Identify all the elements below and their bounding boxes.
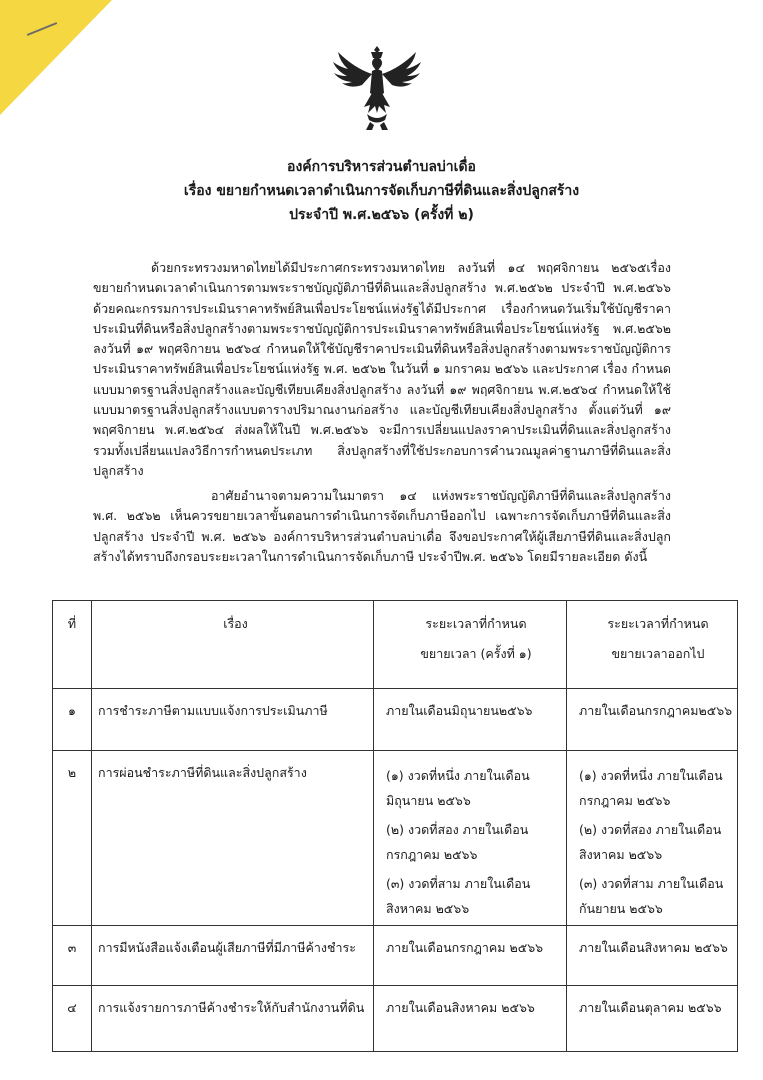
stage-1: (๑) งวดที่หนึ่ง ภายในเดือน มิถุนายน ๒๕๖๖ bbox=[386, 768, 530, 808]
header-no: ที่ bbox=[53, 601, 92, 689]
table-row bbox=[53, 689, 738, 751]
header-period-1: ระยะเวลาที่กำหนด ขยายเวลา (ครั้งที่ ๑) bbox=[374, 601, 567, 689]
stage-2: (๒) งวดที่สอง ภายในเดือน สิงหาคม ๒๕๖๖ bbox=[579, 822, 722, 862]
row-2-no: ๒ bbox=[53, 751, 92, 926]
paragraph-1-text: ด้วยกระทรวงมหาดไทยได้มีประกาศกระทรวงมหาดไทย ลงวันที่ ๑๔ พฤศจิกายน ๒๕๖๕เรื่อง ขยายกำหนดเวลาดำเนินการตามพระราชบัญญัติภาษีที่ดินและสิ่งปลูกสร้าง พ.ศ.๒๕๖๒ ประจำปี พ.ศ.๒๕๖๖ ด้วยคณะกรรมการประเมินราคาทรัพย์สินเพื่อประโยชน์แห่งรัฐได้มีประกาศ เรื่องกำหนดวันเริ่มใช้บัญชีราคาประเมินที่ดินหรือสิ่งปลูกสร้างตามพระราชบัญญัติการประเมินราคาทรัพย์สินเพื่อประโยชน์แห่งรัฐ พ.ศ.๒๕๖๒ ลงวันที่ ๑๙ พฤศจิกายน ๒๕๖๔ กำหนดให้ใช้บัญชีราคาประเมินที่ดินหรือสิ่งปลูกสร้างตามพระราชบัญญัติการประเมินราคาทรัพย์สินเพื่อประโยชน์แห่งรัฐ พ.ศ. ๒๕๖๒ ในวันที่ ๑ มกราคม ๒๕๖๖ และประกาศ เรื่อง กำหนดแบบมาตรฐานสิ่งปลูกสร้างและบัญชีเทียบเคียงสิ่งปลูกสร้าง ลงวันที่ ๑๙ พฤศจิกายน พ.ศ.๒๕๖๔ กำหนดให้ใช้แบบมาตรฐานสิ่งปลูกสร้างแบบตารางปริมาณงานก่อสร้าง และบัญชีเทียบเคียงสิ่งปลูกสร้าง ตั้งแต่วันที่ ๑๙ พฤศจิกายน พ.ศ.๒๕๖๔ ส่งผลให้ในปี พ.ศ.๒๕๖๖ จะมีการเปลี่ยนแปลงราคาประเมินที่ดินและสิ่งปลูกสร้าง รวมทั้งเปลี่ยนแปลงวิธีการกำหนดประเภท สิ่งปลูกสร้างที่ใช้ประกอบการคำนวณมูลค่าฐานภาษีที่ดินและสิ่งปลูกสร้าง bbox=[93, 260, 671, 478]
table-row bbox=[53, 926, 738, 986]
subject-title: เรื่อง ขยายกำหนดเวลาดำเนินการจัดเก็บภาษีที่ดินและสิ่งปลูกสร้าง bbox=[183, 183, 580, 199]
row-3-period-1: ภายในเดือนกรกฎาคม ๒๕๖๖ bbox=[374, 926, 567, 986]
row-1-topic: การชำระภาษีตามแบบแจ้งการประเมินภาษี bbox=[92, 689, 374, 751]
stage-1: (๑) งวดที่หนึ่ง ภายในเดือน กรกฎาคม ๒๕๖๖ bbox=[579, 768, 723, 808]
row-4-topic: การแจ้งรายการภาษีค้างชำระให้กับสำนักงานที่ดิน bbox=[92, 986, 374, 1052]
row-4-period-1: ภายในเดือนสิงหาคม ๒๕๖๖ bbox=[374, 986, 567, 1052]
paragraph-2-text: อาศัยอำนาจตามความในมาตรา ๑๔ แห่งพระราชบัญญัติภาษีที่ดินและสิ่งปลูกสร้าง พ.ศ. ๒๕๖๒ เห็นควรขยายเวลาขั้นตอนการดำเนินการจัดเก็บภาษีออกไป เฉพาะการจัดเก็บภาษีที่ดินและสิ่งปลูกสร้าง ประจำปี พ.ศ. ๒๕๖๖ องค์การบริหารส่วนตำบลบ่าเดื่อ จึงขอประกาศให้ผู้เสียภาษีที่ดินและสิ่งปลูกสร้างได้ทราบถึงกรอบระยะเวลาในการดำเนินการจัดเก็บภาษี ประจำปีพ.ศ. ๒๕๖๖ โดยมีรายละเอียด ดังนี้ bbox=[93, 488, 671, 564]
table-header-row bbox=[53, 601, 738, 689]
stage-3: (๓) งวดที่สาม ภายในเดือน สิงหาคม ๒๕๖๖ bbox=[386, 876, 531, 916]
corner-highlight bbox=[0, 0, 112, 115]
organization-title: องค์การบริหารส่วนตำบลบ่าเดื่อ bbox=[287, 159, 476, 175]
row-1-no: ๑ bbox=[53, 689, 92, 751]
schedule-table bbox=[52, 600, 738, 1052]
row-2-period-2 bbox=[567, 751, 738, 926]
garuda-emblem-icon bbox=[327, 38, 427, 138]
row-3-no: ๓ bbox=[53, 926, 92, 986]
stage-3: (๓) งวดที่สาม ภายในเดือน กันยายน ๒๕๖๖ bbox=[579, 876, 724, 916]
row-3-topic: การมีหนังสือแจ้งเตือนผู้เสียภาษีที่มีภาษีค้างชำระ bbox=[92, 926, 374, 986]
paragraph-1 bbox=[93, 258, 671, 481]
row-2-period-1 bbox=[374, 751, 567, 926]
row-4-period-2: ภายในเดือนตุลาคม ๒๕๖๖ bbox=[567, 986, 738, 1052]
year-title: ประจำปี พ.ศ.๒๕๖๖ (ครั้งที่ ๒) bbox=[289, 207, 474, 223]
header-period-2: ระยะเวลาที่กำหนด ขยายเวลาออกไป bbox=[567, 601, 738, 689]
row-3-period-2: ภายในเดือนสิงหาคม ๒๕๖๖ bbox=[567, 926, 738, 986]
header-topic: เรื่อง bbox=[92, 601, 374, 689]
row-4-no: ๔ bbox=[53, 986, 92, 1052]
row-1-period-1: ภายในเดือนมิถุนายน๒๕๖๖ bbox=[374, 689, 567, 751]
row-1-period-2: ภายในเดือนกรกฎาคม๒๕๖๖ bbox=[567, 689, 738, 751]
paragraph-2 bbox=[93, 486, 671, 567]
stage-2: (๒) งวดที่สอง ภายในเดือน กรกฎาคม ๒๕๖๖ bbox=[386, 822, 529, 862]
table-row bbox=[53, 751, 738, 926]
row-2-topic: การผ่อนชำระภาษีที่ดินและสิ่งปลูกสร้าง bbox=[92, 751, 374, 926]
table-row bbox=[53, 986, 738, 1052]
